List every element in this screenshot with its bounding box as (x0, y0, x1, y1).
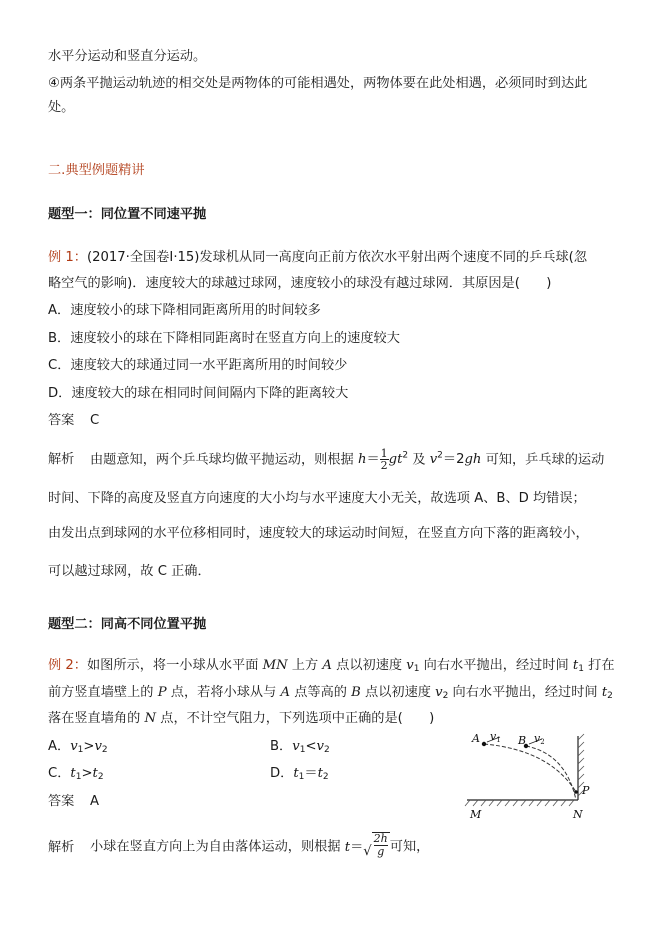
example1-line-2: 略空气的影响)．速度较大的球越过球网，速度较小的球没有越过球网．其原因是( ) (48, 276, 552, 291)
label-m: M (470, 808, 482, 821)
example1-analysis-line-4: 可以越过球网，故 C 正确． (48, 564, 211, 579)
example2-line-3: 落在竖直墙角的 N 点，不计空气阻力，下列选项中正确的是( ) (48, 711, 435, 726)
point-p (574, 790, 578, 794)
answer-label: 答案 (48, 413, 75, 428)
example1-line-1 (48, 249, 587, 267)
formula-h: h＝ $\frac{1}{2}$ $gt^2$ (357, 446, 409, 472)
analysis-label: 解析 (48, 452, 75, 468)
label-n: N (573, 808, 583, 821)
example1-label: 例 1： (48, 250, 87, 265)
intro-line-2: ④两条平抛运动轨迹的相交处是两物体的可能相遇处，两物体要在此处相遇，必须同时到达此 (48, 76, 588, 91)
analysis-text-a: 由题意知，两个乒乓球均做平抛运动，则根据 (90, 452, 354, 468)
example1-option-a: A．速度较小的球下降相同距离所用的时间较多 (48, 303, 321, 318)
answer-value: C (90, 413, 100, 428)
example1-analysis-line-3: 由发出点到球网的水平位移相同时，速度较大的球运动时间短，在竖直方向下落的距离较小， (48, 526, 589, 541)
type1-title: 题型一：同位置不同速平抛 (48, 207, 207, 222)
example2-analysis-line-1 (48, 832, 429, 861)
example2-line-1: 例 2：如图所示，将一小球从水平面 MN 上方 A 点以初速度 $v_1$ 向右水平抛出，经过时间 $t_1$ 打在 (48, 658, 615, 674)
label-a: A (472, 732, 480, 745)
example1-stem: (2017·全国卷Ⅰ·15)发球机从同一高度向正前方依次水平射出两个速度不同的乒乓球(忽 (86, 250, 588, 265)
analysis-text-b: 可知， (389, 839, 430, 855)
example2-line-2: 前方竖直墙壁上的 P 点，若将小球从与 A 点等高的 B 点以初速度 $v_2$ 向右水平抛出，经过时间 $t_2$ (48, 685, 613, 701)
formula-t: t＝√ $\frac{2h}{g}$ (344, 832, 388, 859)
example1-answer (48, 412, 99, 430)
trajectory-b (526, 746, 576, 800)
answer-value: A (90, 794, 100, 809)
analysis-text-b: 可知，乒乓球的运动 (485, 452, 605, 468)
ground-hatch (465, 800, 574, 806)
label-p: P (582, 784, 590, 797)
type2-title: 题型二：同高不同位置平抛 (48, 617, 207, 632)
example1-option-c: C．速度较大的球通过同一水平距离所用的时间较少 (48, 358, 348, 373)
example2-option-b: B．$v_1<v_2$ (270, 739, 330, 755)
section-title: 二.典型例题精讲 (48, 163, 145, 178)
example1-analysis-line-1: 解析 由题意知，两个乒乓球均做平抛运动，则根据 h＝ $\frac{1}{2}$ $gt^2$ 及 $v^2=2gh$ 可知，乒乓球的运动 (48, 446, 605, 472)
intro-line-1: 水平分运动和竖直分运动。 (48, 49, 207, 64)
example1-analysis-line-2: 时间、下降的高度及竖直方向速度的大小均与水平速度大小无关，故选项 A、B、D 均错误； (48, 491, 586, 506)
example2-option-c: C．$t_1>t_2$ (48, 766, 104, 782)
label-v2: v2 (534, 732, 545, 746)
example2-label: 例 2： (48, 658, 87, 673)
example1-option-b: B．速度较小的球在下降相同距离时在竖直方向上的速度较大 (48, 331, 400, 346)
label-b: B (518, 734, 527, 747)
intro-line-3: 处。 (48, 100, 75, 115)
label-v1: v1 (490, 730, 501, 744)
example2-answer (48, 793, 99, 811)
answer-label: 答案 (48, 794, 75, 809)
formula-v: $v^2=2gh$ (429, 451, 482, 468)
example2-option-a: A．$v_1>v_2$ (48, 739, 108, 755)
analysis-text-a: 小球在竖直方向上为自由落体运动，则根据 (90, 839, 341, 855)
analysis-label: 解析 (48, 839, 75, 855)
projectile-figure (462, 728, 602, 828)
example1-option-d: D．速度较大的球在相同时间间隔内下降的距离较大 (48, 386, 349, 401)
point-a (482, 742, 486, 746)
example2-option-d: D．$t_1=t_2$ (270, 766, 329, 782)
